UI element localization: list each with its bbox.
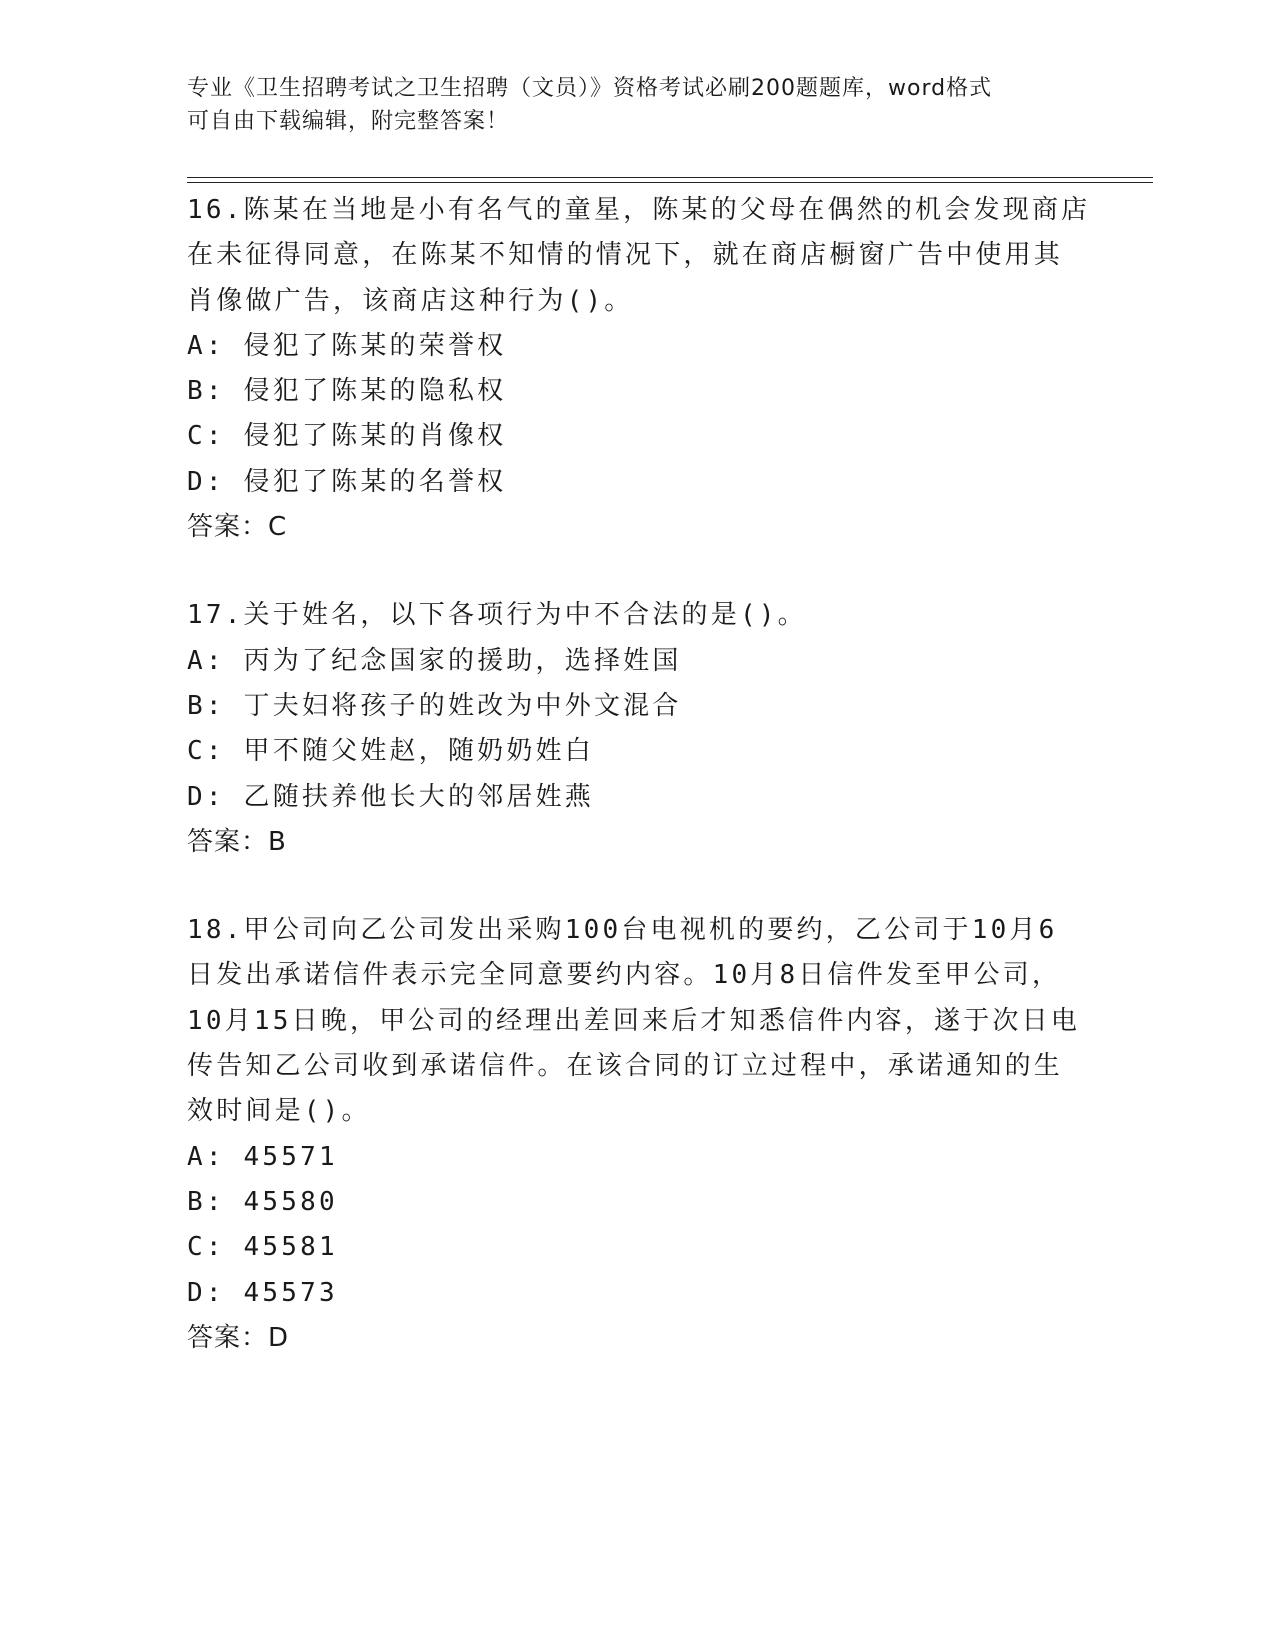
option-a: A: 丙为了纪念国家的援助，选择姓国	[187, 645, 682, 676]
option-b: B: 丁夫妇将孩子的姓改为中外文混合	[187, 690, 682, 721]
option-d: D: 侵犯了陈某的名誉权	[187, 466, 507, 497]
option-c: C: 甲不随父姓赵，随奶奶姓白	[187, 736, 594, 767]
answer-label: 答案：B	[187, 826, 287, 857]
header-divider-bottom	[187, 182, 1153, 183]
question-spacer	[187, 865, 1087, 908]
question-spacer	[187, 550, 1087, 593]
option-a: A: 45571	[187, 1141, 338, 1172]
option-d: D: 45573	[187, 1277, 338, 1308]
option-a: A: 侵犯了陈某的荣誉权	[187, 330, 507, 361]
option-c: C: 侵犯了陈某的肖像权	[187, 421, 507, 452]
question-text-line: 日发出承诺信件表示完全同意要约内容。10月8日信件发至甲公司，	[187, 960, 1062, 991]
question-text-line: 肖像做广告，该商店这种行为()。	[187, 285, 634, 316]
question-text-line: 在未征得同意，在陈某不知情的情况下，就在商店橱窗广告中使用其	[187, 240, 1064, 271]
question-list	[187, 188, 1091, 1361]
question-text-line: 18.甲公司向乙公司发出采购100台电视机的要约，乙公司于10月6	[187, 915, 1058, 946]
question-18	[187, 908, 1087, 1361]
question-text-line: 16.陈某在当地是小有名气的童星，陈某的父母在偶然的机会发现商店	[187, 195, 1091, 225]
header-divider-top	[187, 177, 1153, 178]
question-16	[187, 188, 1091, 550]
option-b: B: 侵犯了陈某的隐私权	[187, 376, 507, 407]
header-line-2: 可自由下载编辑，附完整答案！	[187, 109, 510, 134]
question-text-line: 10月15日晚，甲公司的经理出差回来后才知悉信件内容，遂于次日电	[187, 1005, 1081, 1036]
option-b: B: 45580	[187, 1186, 338, 1217]
question-text-line: 效时间是()。	[187, 1096, 371, 1127]
document-header	[187, 72, 1067, 138]
question-17	[187, 593, 1087, 865]
option-d: D: 乙随扶养他长大的邻居姓燕	[187, 781, 594, 812]
question-text-line: 传告知乙公司收到承诺信件。在该合同的订立过程中，承诺通知的生	[187, 1051, 1064, 1082]
header-line-1: 专业《卫生招聘考试之卫生招聘（文员）》资格考试必刷200题题库，word格式	[187, 76, 993, 101]
answer-label: 答案：C	[187, 512, 288, 543]
answer-label: 答案：D	[187, 1322, 290, 1353]
question-text-line: 17.关于姓名，以下各项行为中不合法的是()。	[187, 600, 807, 631]
option-c: C: 45581	[187, 1232, 338, 1263]
